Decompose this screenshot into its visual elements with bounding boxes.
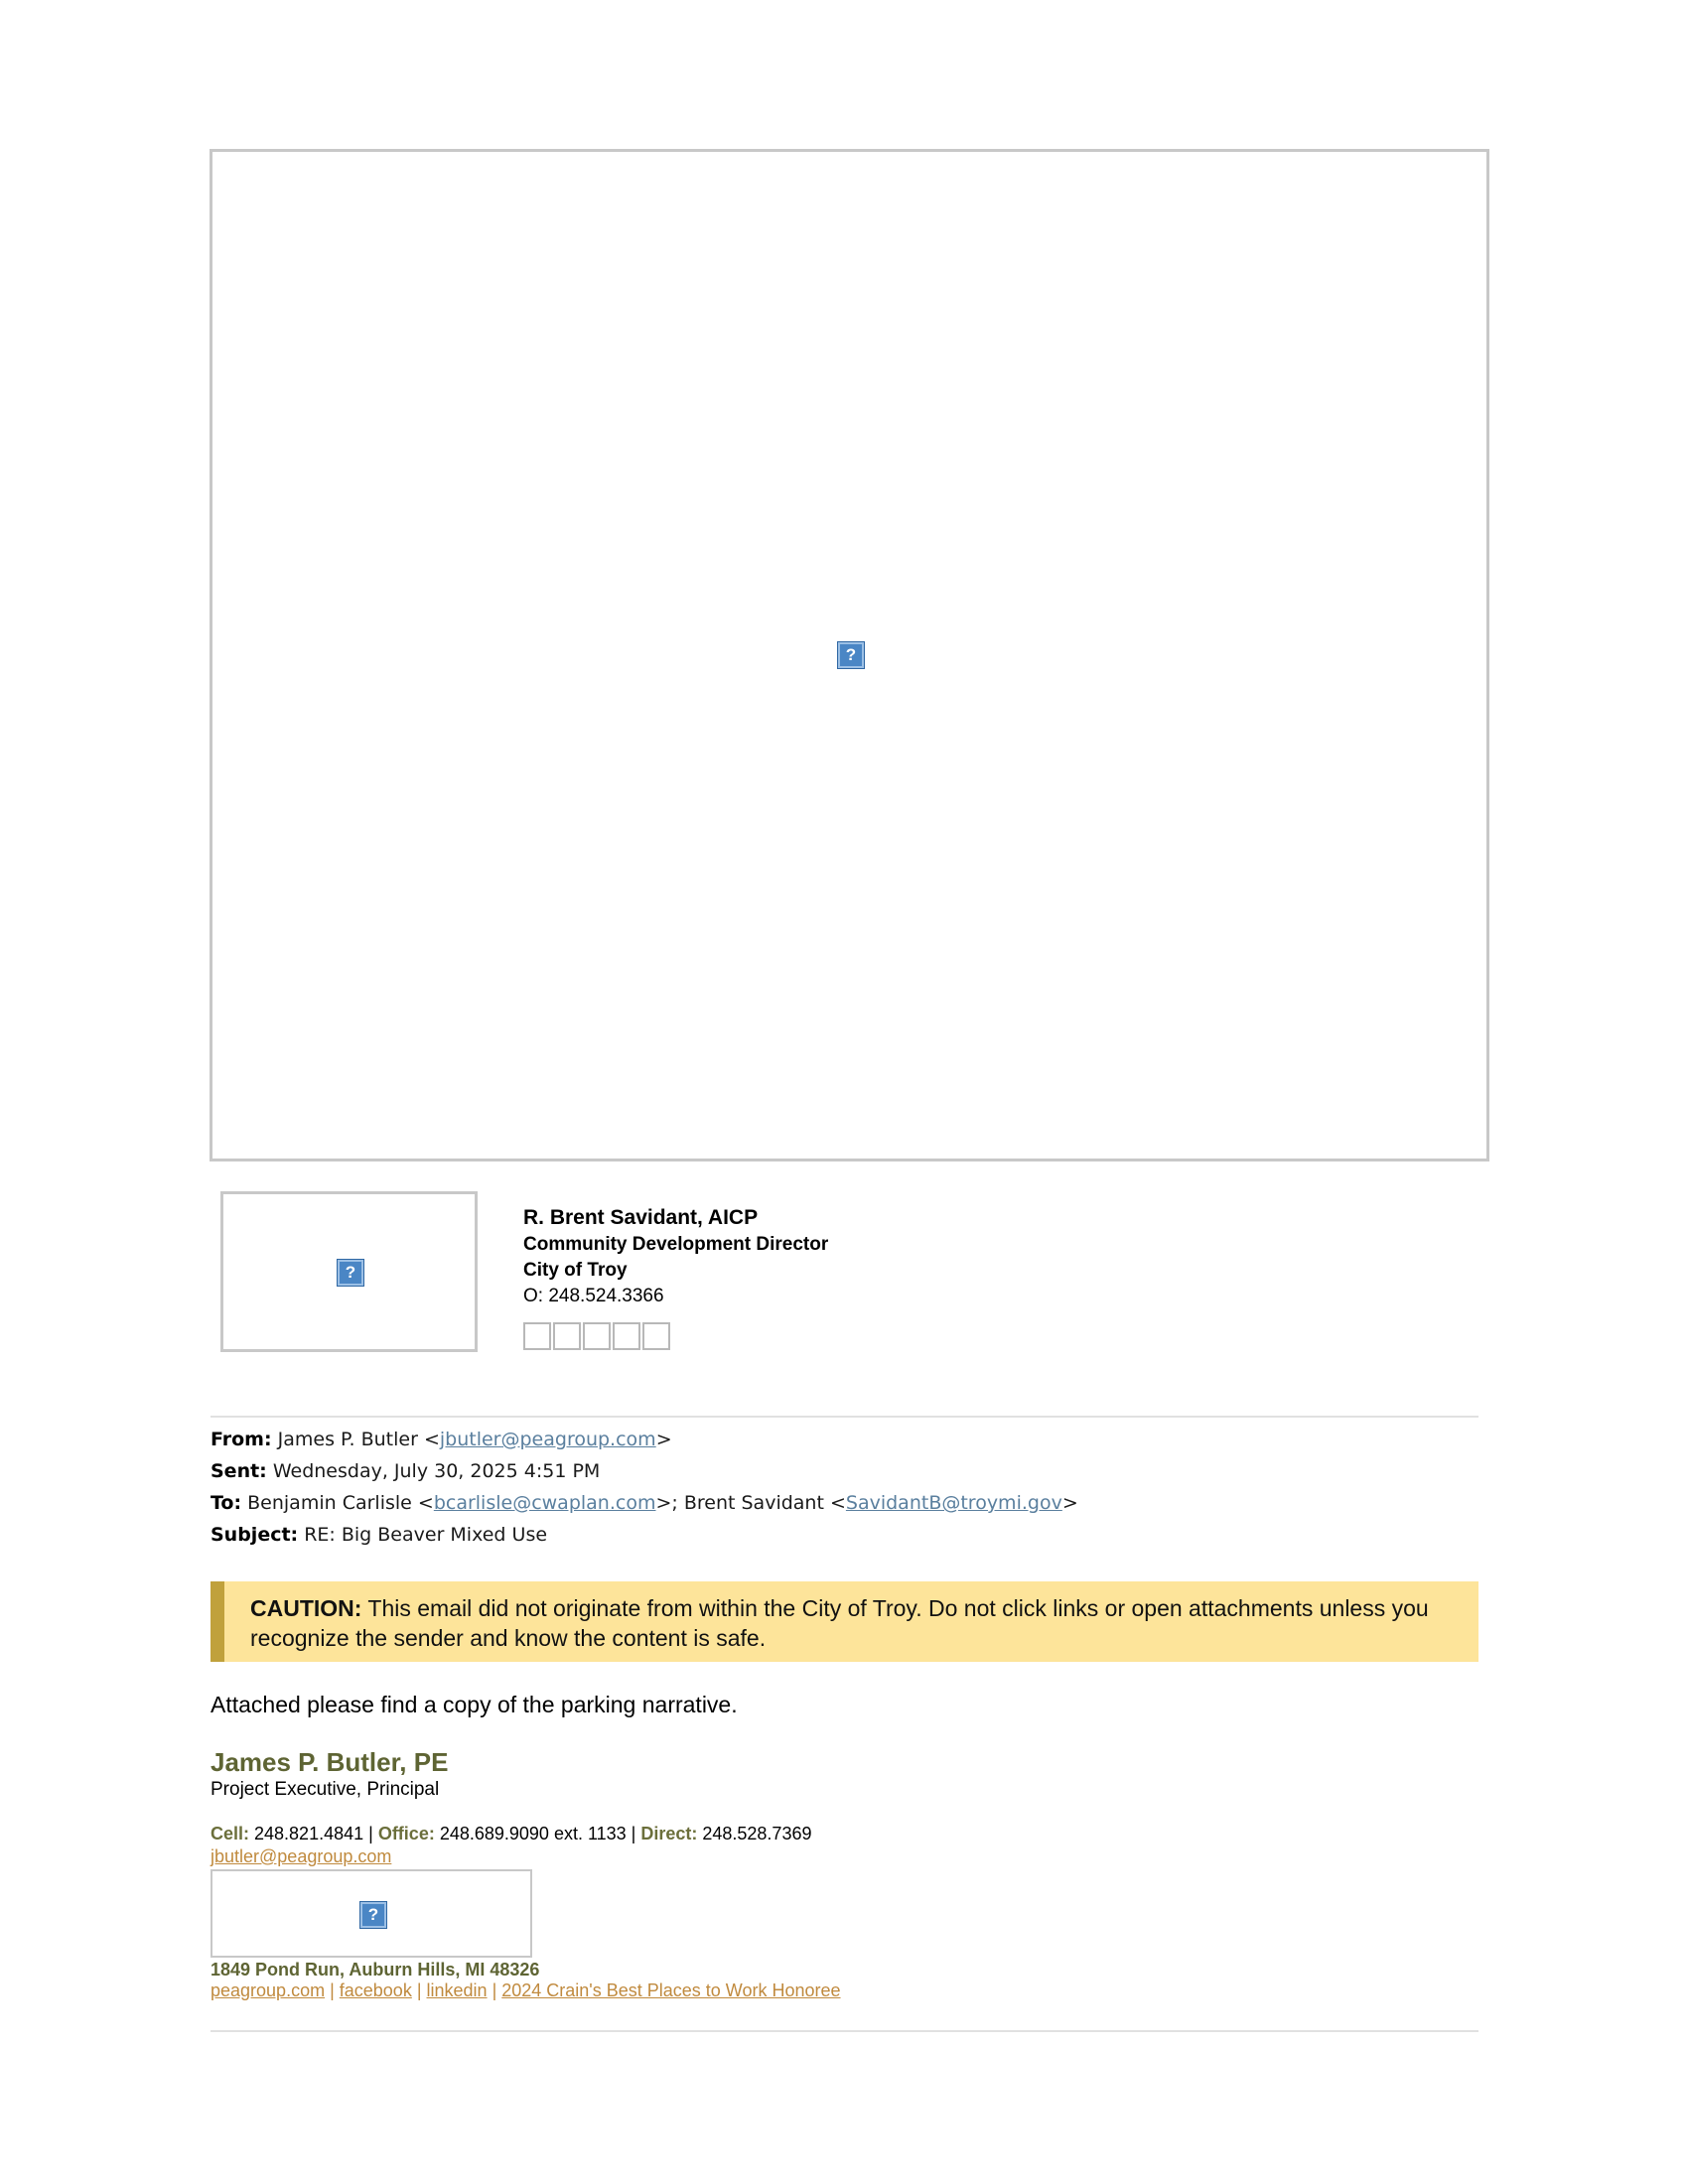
to-email-link-1[interactable]: bcarlisle@cwaplan.com	[433, 1492, 656, 1514]
butler-phones: Cell: 248.821.4841 | Office: 248.689.9090 ext. 1133 | Direct: 248.528.7369	[211, 1824, 812, 1843]
message-body: Attached please find a copy of the parking narrative.	[211, 1692, 738, 1717]
linkedin-link[interactable]: linkedin	[426, 1980, 488, 2000]
divider	[211, 1416, 1478, 1418]
facebook-link[interactable]: facebook	[339, 1980, 412, 2000]
signature-phone: O: 248.524.3366	[523, 1286, 664, 1306]
subject-line: Subject: RE: Big Beaver Mixed Use	[211, 1524, 548, 1546]
caution-banner	[211, 1581, 1478, 1662]
savidant-signature	[523, 1204, 828, 1309]
butler-address: 1849 Pond Run, Auburn Hills, MI 48326	[211, 1960, 540, 1979]
to-line: To: Benjamin Carlisle <bcarlisle@cwaplan.com>; Brent Savidant <SavidantB@troymi.gov>	[211, 1492, 1078, 1514]
from-line: From: James P. Butler <jbutler@peagroup.com>	[211, 1429, 672, 1450]
broken-image-icon: ?	[838, 642, 864, 668]
social-icon[interactable]	[523, 1322, 551, 1350]
social-icon[interactable]	[553, 1322, 581, 1350]
social-icon[interactable]	[642, 1322, 670, 1350]
caution-text: This email did not originate from within the City of Troy. Do not click links or open attachments unless you recognize the sender and know the content is safe.	[250, 1595, 1429, 1651]
sent-line: Sent: Wednesday, July 30, 2025 4:51 PM	[211, 1460, 601, 1482]
to-email-link-2[interactable]: SavidantB@troymi.gov	[845, 1492, 1062, 1514]
butler-name: James P. Butler, PE	[211, 1747, 449, 1777]
butler-title: Project Executive, Principal	[211, 1779, 440, 1800]
pea-logo-image	[211, 1869, 532, 1958]
social-icon[interactable]	[613, 1322, 640, 1350]
signature-title: Community Development Director	[523, 1234, 829, 1255]
city-logo-image	[220, 1191, 478, 1352]
signature-name: R. Brent Savidant, AICP	[523, 1206, 759, 1229]
broken-image-icon: ?	[338, 1260, 363, 1286]
social-icon[interactable]	[583, 1322, 611, 1350]
from-email-link[interactable]: jbutler@peagroup.com	[439, 1429, 656, 1450]
butler-email-link[interactable]: jbutler@peagroup.com	[211, 1846, 392, 1866]
crains-award-link[interactable]: 2024 Crain's Best Places to Work Honoree	[501, 1980, 841, 2000]
divider	[211, 2030, 1478, 2032]
peagroup-link[interactable]: peagroup.com	[211, 1980, 326, 2000]
caution-label: CAUTION:	[250, 1595, 362, 1621]
broken-image-icon: ?	[360, 1902, 386, 1928]
butler-links: peagroup.com | facebook | linkedin | 2024 Crain's Best Places to Work Honoree	[211, 1980, 841, 2000]
social-icons-row	[523, 1322, 670, 1350]
email-headers	[211, 1424, 1078, 1551]
broken-hero-image	[210, 149, 1489, 1161]
signature-organization: City of Troy	[523, 1260, 628, 1281]
